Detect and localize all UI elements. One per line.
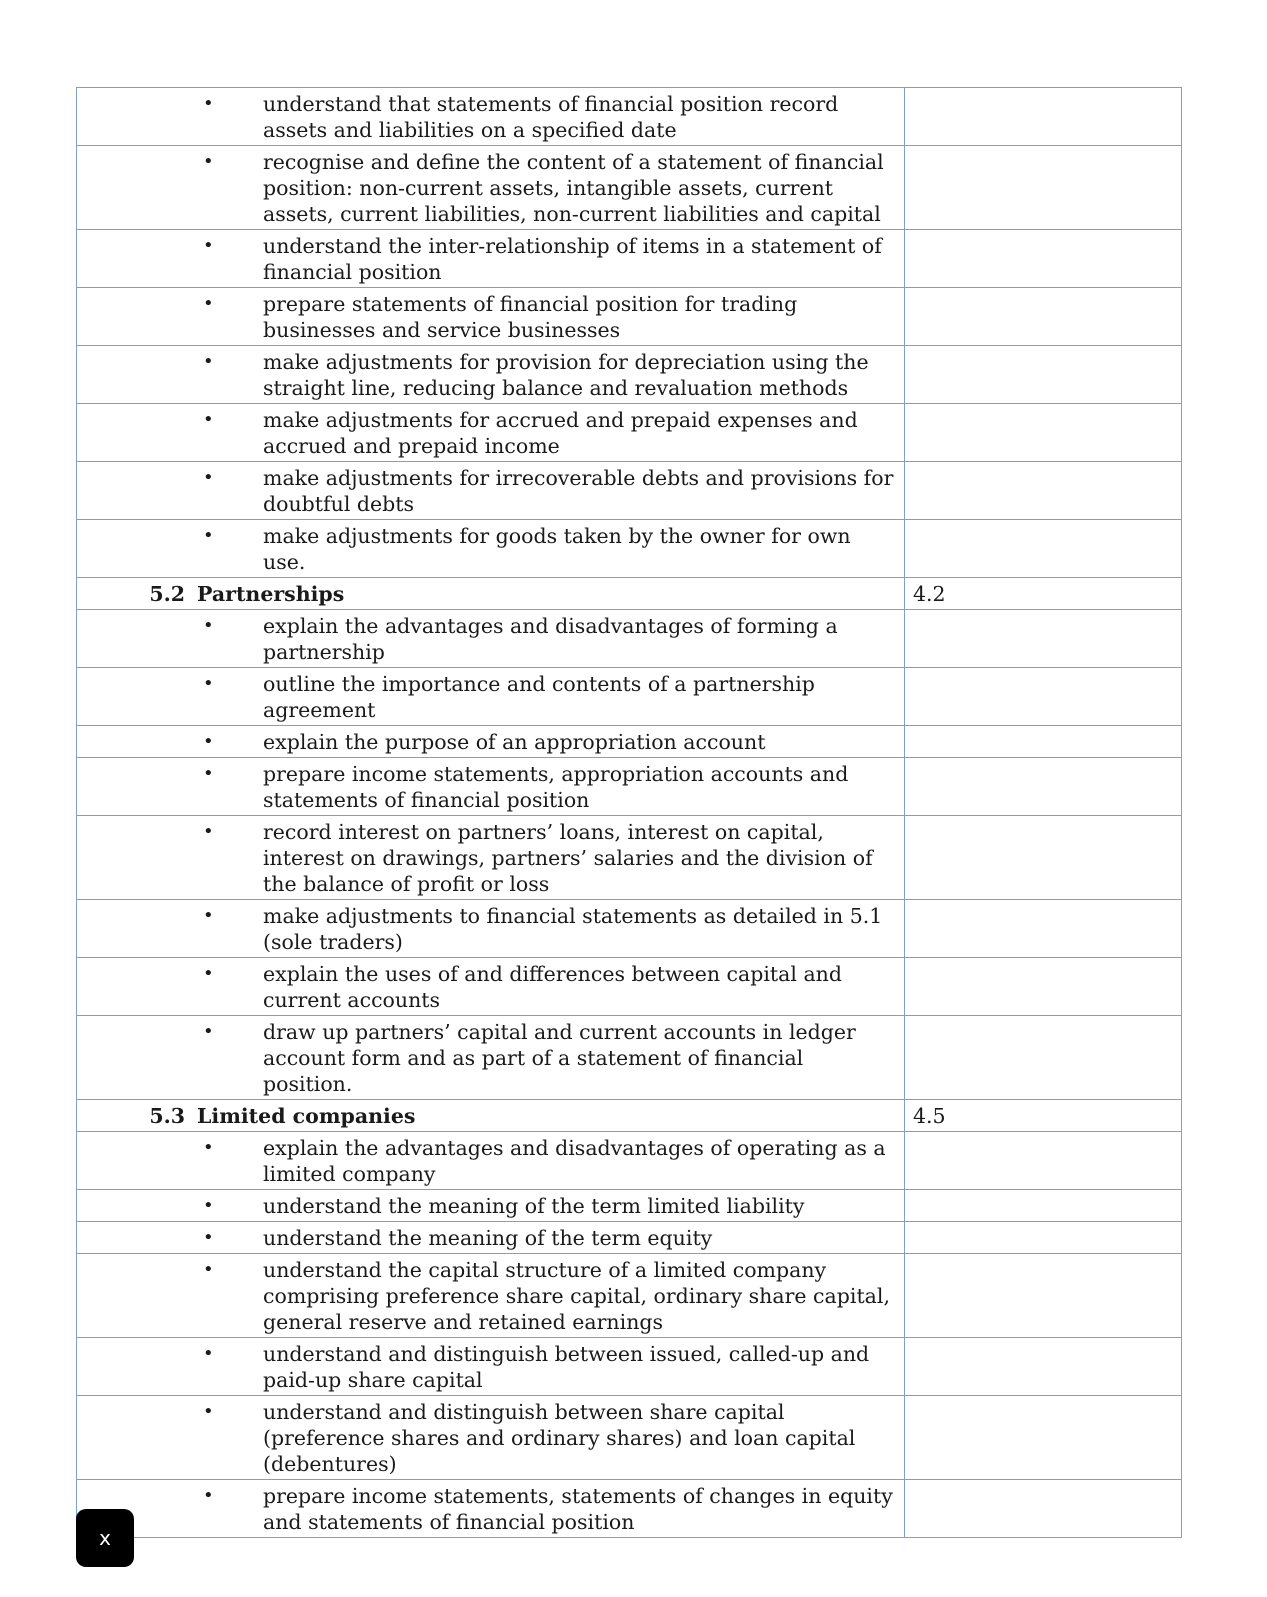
objective-text: make adjustments for provision for depreciation using the straight line, reducing balance and revaluation methods: [263, 350, 869, 400]
reference-cell: [905, 346, 1182, 404]
table-row: [77, 610, 1182, 668]
content-cell: [77, 900, 905, 958]
bullet-icon: •: [203, 821, 214, 842]
objective-text: understand the meaning of the term equity: [263, 1226, 713, 1250]
objective-text: explain the advantages and disadvantages of operating as a limited company: [263, 1136, 886, 1186]
section-title: Limited companies: [197, 1104, 416, 1128]
table-row: [77, 1016, 1182, 1100]
objective-text: explain the purpose of an appropriation account: [263, 730, 766, 754]
reference-cell: [905, 1016, 1182, 1100]
table-row: [77, 816, 1182, 900]
content-cell: [77, 88, 905, 146]
content-cell: [77, 1338, 905, 1396]
reference-cell: [905, 726, 1182, 758]
bullet-icon: •: [203, 409, 214, 430]
objective-text: prepare income statements, statements of changes in equity and statements of financial position: [263, 1484, 893, 1534]
bullet-icon: •: [203, 1195, 214, 1216]
reference-cell: [905, 610, 1182, 668]
bullet-icon: •: [203, 235, 214, 256]
reference-cell: [905, 1254, 1182, 1338]
reference-cell: 4.2: [905, 578, 1182, 610]
content-cell: [77, 758, 905, 816]
bullet-icon: •: [203, 1021, 214, 1042]
bullet-icon: •: [203, 963, 214, 984]
bullet-icon: •: [203, 673, 214, 694]
reference-cell: [905, 1338, 1182, 1396]
content-cell: [77, 958, 905, 1016]
objective-text: record interest on partners’ loans, interest on capital, interest on drawings, partners’ salaries and the division of the balance of profit or loss: [263, 820, 873, 896]
table-row: [77, 668, 1182, 726]
bullet-icon: •: [203, 731, 214, 752]
content-cell: [77, 288, 905, 346]
content-cell: [77, 146, 905, 230]
content-cell: [77, 1100, 905, 1132]
objective-text: make adjustments for goods taken by the owner for own use.: [263, 524, 851, 574]
content-cell: [77, 1222, 905, 1254]
table-row: [77, 900, 1182, 958]
objective-text: understand the inter-relationship of items in a statement of financial position: [263, 234, 882, 284]
bullet-icon: •: [203, 151, 214, 172]
objective-text: explain the uses of and differences between capital and current accounts: [263, 962, 843, 1012]
content-cell: [77, 816, 905, 900]
reference-cell: [905, 1132, 1182, 1190]
content-cell: [77, 668, 905, 726]
objective-text: understand that statements of financial position record assets and liabilities on a specified date: [263, 92, 839, 142]
objective-text: understand and distinguish between issued, called-up and paid-up share capital: [263, 1342, 870, 1392]
content-cell: [77, 404, 905, 462]
table-row: [77, 288, 1182, 346]
table-row: [77, 462, 1182, 520]
reference-cell: [905, 668, 1182, 726]
reference-cell: [905, 958, 1182, 1016]
bullet-icon: •: [203, 1401, 214, 1422]
bullet-icon: •: [203, 905, 214, 926]
table-row: [77, 146, 1182, 230]
syllabus-table: [76, 87, 1182, 1538]
bullet-icon: •: [203, 1259, 214, 1280]
objective-text: make adjustments for irrecoverable debts and provisions for doubtful debts: [263, 466, 894, 516]
table-row: [77, 230, 1182, 288]
bullet-icon: •: [203, 1137, 214, 1158]
bullet-icon: •: [203, 1485, 214, 1506]
content-cell: [77, 1016, 905, 1100]
reference-cell: [905, 404, 1182, 462]
content-cell: [77, 346, 905, 404]
bullet-icon: •: [203, 351, 214, 372]
bullet-icon: •: [203, 93, 214, 114]
table-row: [77, 726, 1182, 758]
bullet-icon: •: [203, 615, 214, 636]
objective-text: understand the capital structure of a limited company comprising preference share capital, ordinary share capital, general reserve and retained earnings: [263, 1258, 890, 1334]
table-row: [77, 520, 1182, 578]
reference-cell: [905, 1480, 1182, 1538]
reference-cell: [905, 1190, 1182, 1222]
bullet-icon: •: [203, 1343, 214, 1364]
reference-cell: [905, 816, 1182, 900]
bullet-icon: •: [203, 525, 214, 546]
section-title: Partnerships: [197, 582, 345, 606]
table-row: [77, 1338, 1182, 1396]
reference-cell: [905, 1396, 1182, 1480]
reference-cell: [905, 520, 1182, 578]
content-cell: [77, 1254, 905, 1338]
reference-cell: [905, 1222, 1182, 1254]
table-row: [77, 1254, 1182, 1338]
section-number: 5.3: [149, 1104, 185, 1128]
objective-text: understand the meaning of the term limited liability: [263, 1194, 805, 1218]
objective-text: make adjustments to financial statements as detailed in 5.1 (sole traders): [263, 904, 883, 954]
table-row: [77, 404, 1182, 462]
table-row: [77, 958, 1182, 1016]
table-body: [77, 88, 1182, 1538]
content-cell: [77, 1132, 905, 1190]
objective-text: understand and distinguish between share capital (preference shares and ordinary shares) and loan capital (debentures): [263, 1400, 856, 1476]
bullet-icon: •: [203, 1227, 214, 1248]
content-cell: [77, 578, 905, 610]
content-cell: [77, 230, 905, 288]
content-cell: [77, 520, 905, 578]
reference-cell: [905, 758, 1182, 816]
reference-cell: [905, 230, 1182, 288]
reference-cell: [905, 288, 1182, 346]
section-number: 5.2: [149, 582, 185, 606]
objective-text: draw up partners’ capital and current accounts in ledger account form and as part of a statement of financial position.: [263, 1020, 856, 1096]
objective-text: explain the advantages and disadvantages of forming a partnership: [263, 614, 838, 664]
table-row: [77, 1396, 1182, 1480]
reference-cell: 4.5: [905, 1100, 1182, 1132]
page-number-badge: x: [76, 1509, 134, 1567]
content-cell: [77, 1480, 905, 1538]
objective-text: outline the importance and contents of a partnership agreement: [263, 672, 815, 722]
section-row: [77, 578, 1182, 610]
bullet-icon: •: [203, 467, 214, 488]
table-row: [77, 1480, 1182, 1538]
section-row: [77, 1100, 1182, 1132]
bullet-icon: •: [203, 293, 214, 314]
objective-text: prepare income statements, appropriation accounts and statements of financial position: [263, 762, 849, 812]
table-row: [77, 1222, 1182, 1254]
reference-cell: [905, 462, 1182, 520]
reference-cell: [905, 88, 1182, 146]
table-row: [77, 758, 1182, 816]
content-cell: [77, 726, 905, 758]
content-cell: [77, 1190, 905, 1222]
table-row: [77, 346, 1182, 404]
content-cell: [77, 462, 905, 520]
table-row: [77, 1190, 1182, 1222]
objective-text: prepare statements of financial position for trading businesses and service businesses: [263, 292, 798, 342]
reference-cell: [905, 146, 1182, 230]
content-cell: [77, 610, 905, 668]
table-row: [77, 1132, 1182, 1190]
objective-text: make adjustments for accrued and prepaid expenses and accrued and prepaid income: [263, 408, 858, 458]
objective-text: recognise and define the content of a statement of financial position: non-current assets, intangible assets, current assets, current liabilities, non-current liabilities and capital: [263, 150, 884, 226]
reference-cell: [905, 900, 1182, 958]
table-row: [77, 88, 1182, 146]
bullet-icon: •: [203, 763, 214, 784]
content-cell: [77, 1396, 905, 1480]
